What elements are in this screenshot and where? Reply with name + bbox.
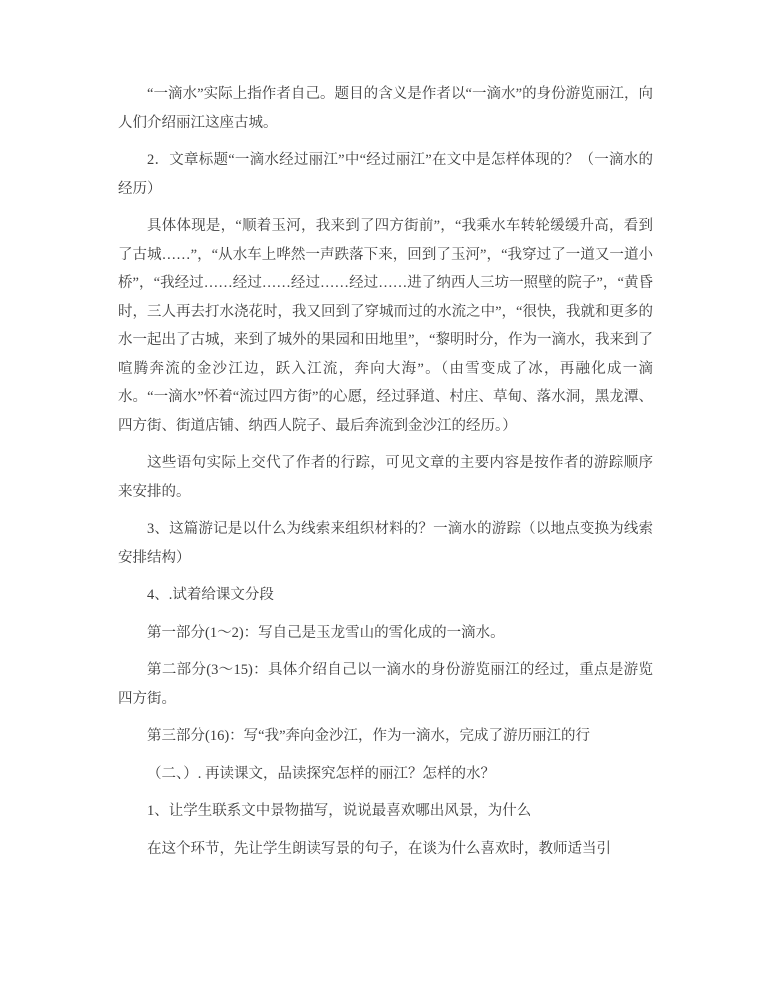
- paragraph-title-meaning: “一滴水”实际上指作者自己。题目的含义是作者以“一滴水”的身份游览丽江，向人们介绍丽江这座古城。: [118, 86, 653, 131]
- paragraph-question-3: 3、这篇游记是以什么为线索来组织材料的？一滴水的游踪（以地点变换为线索安排结构）: [118, 521, 653, 566]
- paragraph-activity-note: 在这个环节，先让学生朗读写景的句子，在谈为什么喜欢时，教师适当引: [147, 840, 611, 857]
- document-body: [118, 80, 653, 872]
- paragraph-question-2: 2．文章标题“一滴水经过丽江”中“经过丽江”在文中是怎样体现的？（一滴水的经历）: [118, 152, 653, 197]
- paragraph-section-2-heading: （二、）. 再读课文，品读探究怎样的丽江？怎样的水？: [147, 765, 495, 782]
- paragraph-part-2: 第二部分(3～15)：具体介绍自己以一滴水的身份游览丽江的经过，重点是游览四方街。: [118, 662, 653, 707]
- paragraph-part-1: 第一部分(1～2)：写自己是玉龙雪山的雪化成的一滴水。: [147, 624, 505, 641]
- paragraph-activity-1: 1、让学生联系文中景物描写，说说最喜欢哪出风景，为什么: [147, 803, 532, 819]
- paragraph-answer-route: 具体体现是，“顺着玉河，我来到了四方街前”，“我乘水车转轮缓缓升高，看到了古城……”，“从水车上哗然一声跌落下来，回到了玉河”，“我穿过了一道又一道小桥”，“我经过……经过……经过……经过……进了纳西人三坊一照壁的院子”，“黄昏时，三人再去打水浇花时，我又回到了穿城而过的水流之中”，“很快，我就和更多的水一起出了古城，来到了城外的果园和田地里”，“黎明时分，作为一滴水，我来到了喧腾奔流的金沙江边，跃入江流，奔向大海”。（由雪变成了冰，再融化成一滴水。“一滴水”怀着“流过四方街”的心愿，经过驿道、村庄、草甸、落水洞，黑龙潭、四方街、街道店铺、纳西人院子、最后奔流到金沙江的经历。）: [118, 218, 653, 434]
- paragraph-route-summary: 这些语句实际上交代了作者的行踪，可见文章的主要内容是按作者的游踪顺序来安排的。: [118, 455, 653, 500]
- paragraph-part-3: 第三部分(16)：写“我”奔向金沙江，作为一滴水，完成了游历丽江的行: [147, 728, 591, 744]
- paragraph-question-4: 4、.试着给课文分段: [147, 587, 274, 603]
